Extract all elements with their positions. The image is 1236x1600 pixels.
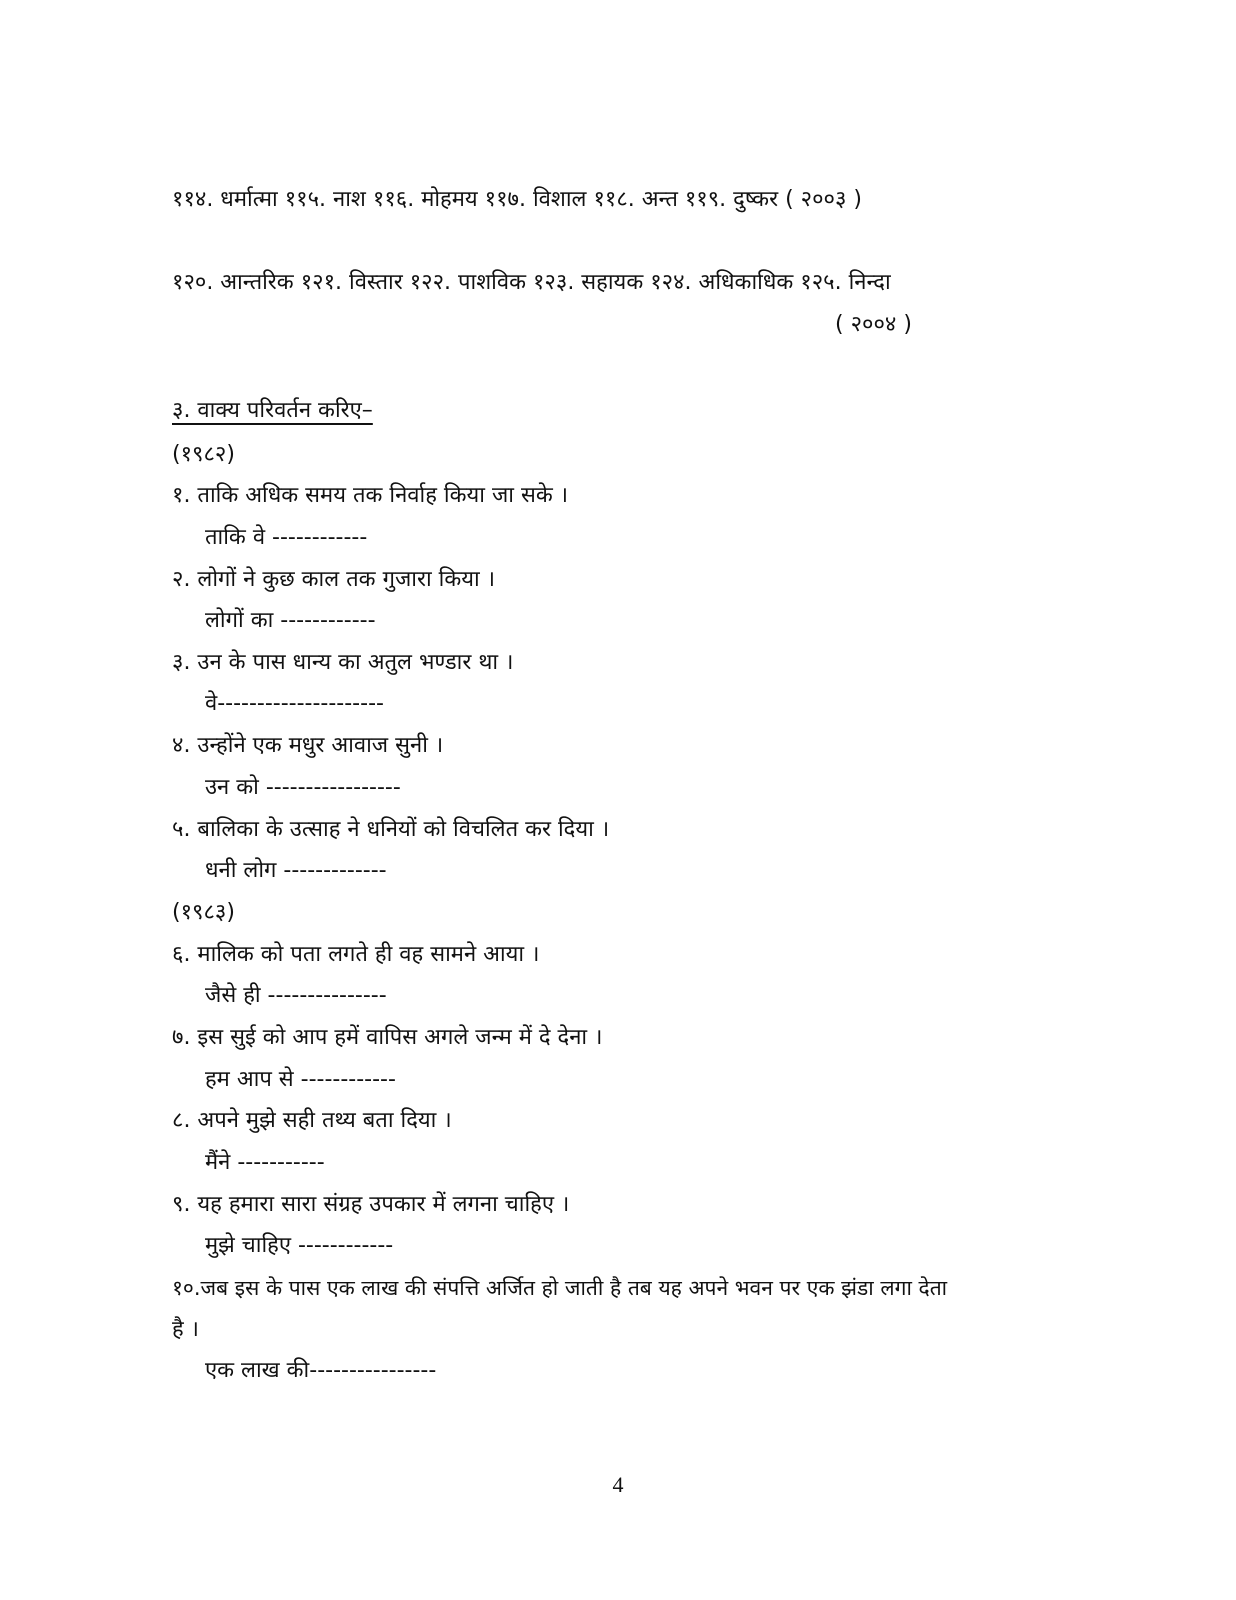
question-2: २. लोगों ने कुछ काल तक गुजारा किया । <box>172 567 496 592</box>
answer-5: धनी लोग ------------- <box>205 858 387 883</box>
question-7: ७. इस सुई को आप हमें वापिस अगले जन्म में दे देना । <box>172 1025 603 1050</box>
question-4: ४. उन्होंने एक मधुर आवाज सुनी । <box>172 733 444 758</box>
year-label-1982: (१९८२) <box>172 442 235 467</box>
answer-6: जैसे ही --------------- <box>205 983 387 1008</box>
answer-7: हम आप से ------------ <box>205 1067 396 1092</box>
question-3: ३. उन के पास धान्य का अतुल भण्डार था । <box>172 650 514 675</box>
year-label-1983: (१९८३) <box>172 900 235 925</box>
answer-3: वे--------------------- <box>205 691 384 716</box>
answer-1: ताकि वे ------------ <box>205 525 368 550</box>
answer-2: लोगों का ------------ <box>205 608 376 633</box>
vocab-line-2-year: ( २००४ ) <box>835 312 912 337</box>
answer-4: उन को ----------------- <box>205 775 401 800</box>
question-6: ६. मालिक को पता लगते ही वह सामने आया । <box>172 942 540 967</box>
question-8: ८. अपने मुझे सही तथ्य बता दिया । <box>172 1108 452 1133</box>
answer-9: मुझे चाहिए ------------ <box>205 1233 394 1258</box>
section-heading: ३. वाक्य परिवर्तन करिए– <box>172 398 373 423</box>
page-number: 4 <box>612 1472 624 1497</box>
answer-8: मैंने ----------- <box>205 1150 325 1175</box>
answer-10: एक लाख की---------------- <box>205 1358 437 1383</box>
vocab-line-2: १२०. आन्तरिक १२१. विस्तार १२२. पाशविक १२३. सहायक १२४. अधिकाधिक १२५. निन्दा <box>172 270 891 295</box>
question-1: १. ताकि अधिक समय तक निर्वाह किया जा सके । <box>172 483 569 508</box>
question-10: १०.जब इस के पास एक लाख की संपत्ति अर्जित हो जाती है तब यह अपने भवन पर एक झंडा लगा देता <box>172 1276 948 1300</box>
question-10-continuation: है । <box>172 1317 200 1342</box>
question-5: ५. बालिका के उत्साह ने धनियों को विचलित कर दिया । <box>172 817 610 842</box>
vocab-line-1: ११४. धर्मात्मा ११५. नाश ११६. मोहमय ११७. विशाल ११८. अन्त ११९. दुष्कर ( २००३ ) <box>172 187 862 212</box>
question-9: ९. यह हमारा सारा संग्रह उपकार में लगना चाहिए । <box>172 1192 570 1217</box>
